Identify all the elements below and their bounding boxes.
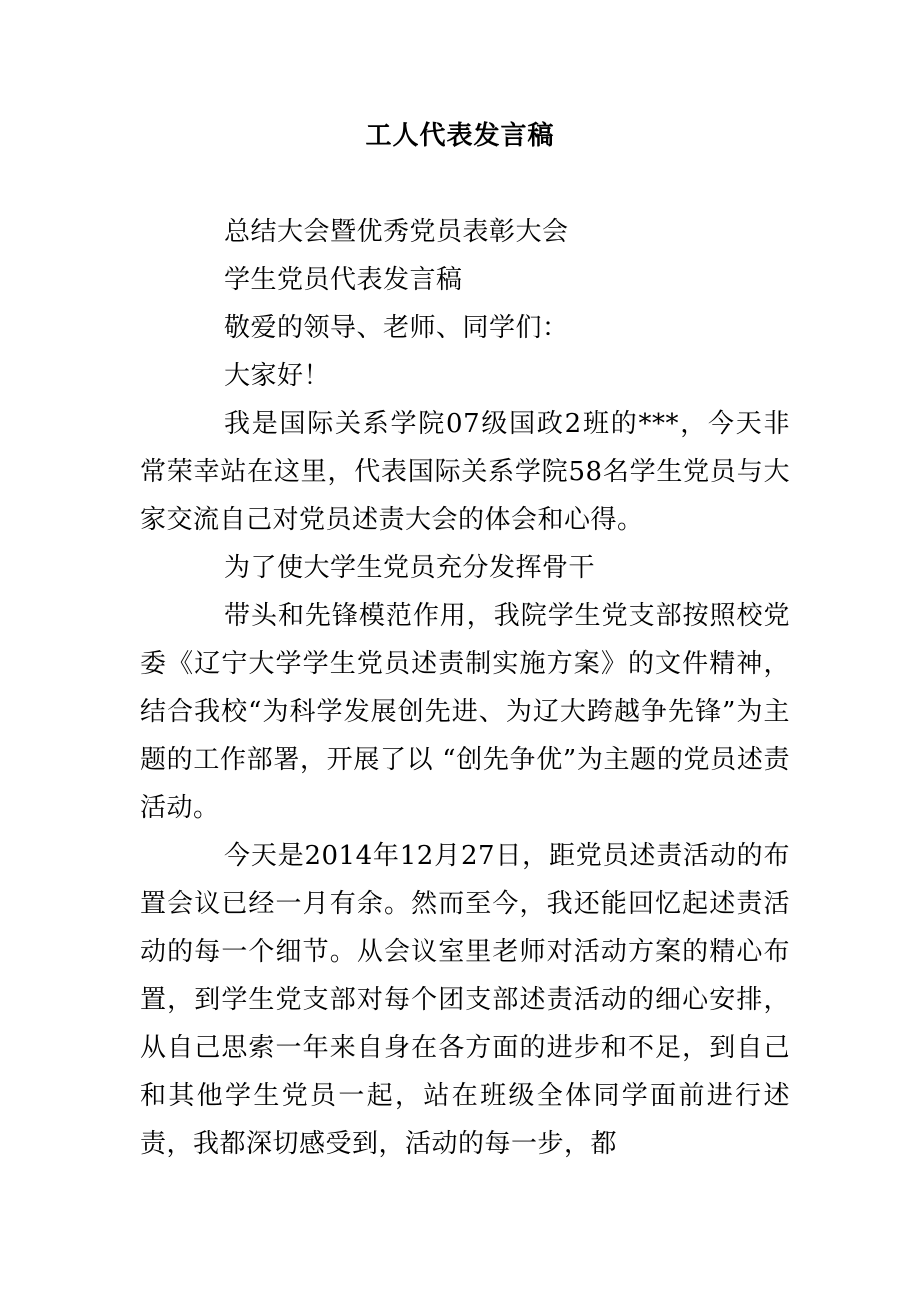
paragraph-greeting: 大家好！ <box>224 361 331 391</box>
paragraph-speech-subtitle: 学生党员代表发言稿 <box>224 265 463 295</box>
paragraph-purpose-start: 为了使大学生党员充分发挥骨干 <box>224 553 596 583</box>
paragraph-salutation: 敬爱的领导、老师、同学们： <box>224 313 569 343</box>
document-title: 工人代表发言稿 <box>365 121 555 151</box>
document-body <box>140 208 790 1168</box>
paragraph-self-introduction: 我是国际关系学院07级国政2班的***，今天非常荣幸站在这里，代表国际关系学院58名学生党员与大家交流自己对党员述责大会的体会和心得。 <box>140 409 790 535</box>
paragraph-reflection: 今天是2014年12月27日，距党员述责活动的布置会议已经一月有余。然而至今，我还能回忆起述责活动的每一个细节。从会议室里老师对活动方案的精心布置，到学生党支部对每个团支部述责活动的细心安排，从自己思索一年来自身在各方面的进步和不足，到自己和其他学生党员一起，站在班级全体同学面前进行述责，我都深切感受到，活动的每一步，都 <box>140 841 790 1159</box>
paragraph-meeting-name: 总结大会暨优秀党员表彰大会 <box>224 217 569 247</box>
paragraph-activity-background: 带头和先锋模范作用，我院学生党支部按照校党委《辽宁大学学生党员述责制实施方案》的文件精神，结合我校“为科学发展创先进、为辽大跨越争先锋”为主题的工作部署，开展了以 “创先争优”为主题的党员述责活动。 <box>140 601 790 823</box>
